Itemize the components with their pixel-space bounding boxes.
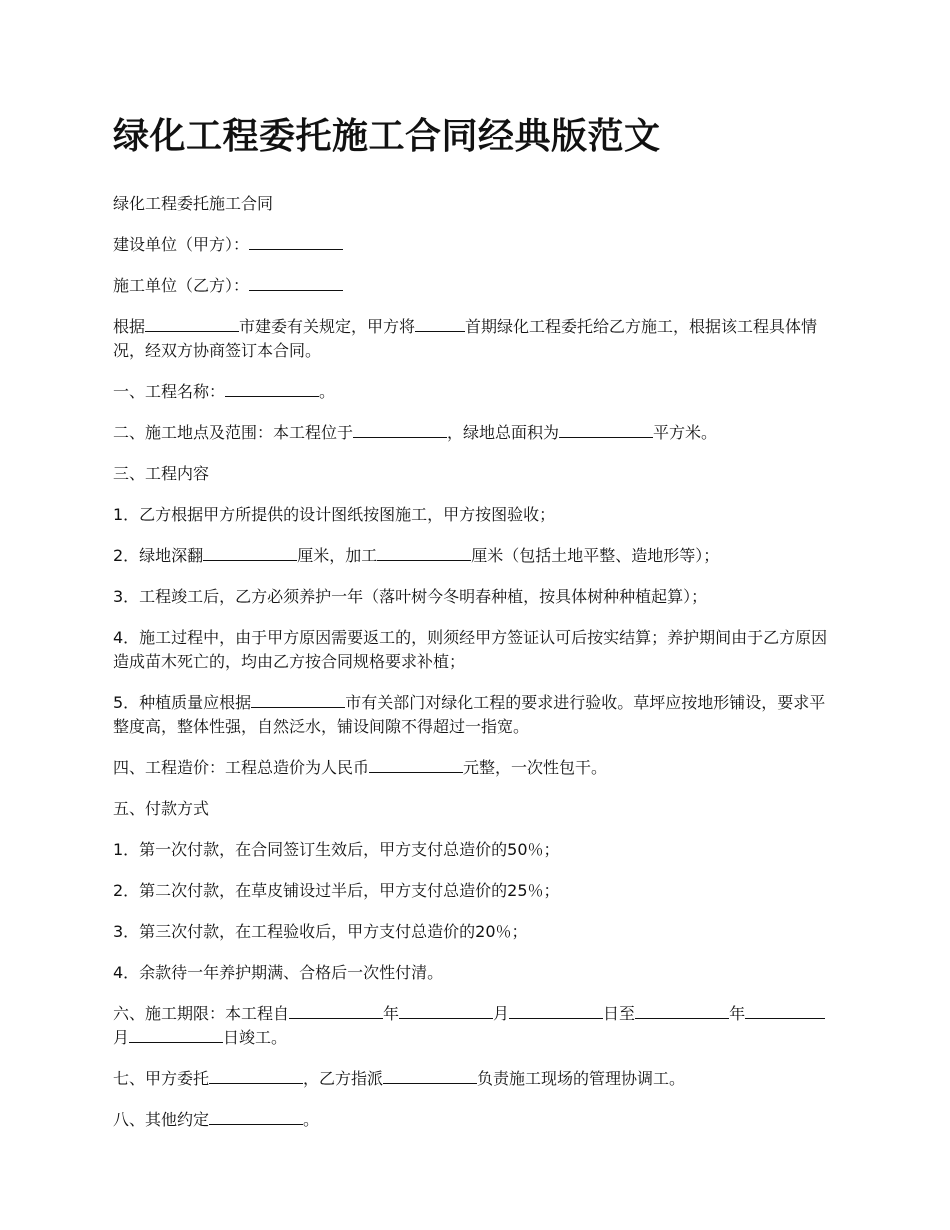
section-4-cost [113, 756, 837, 780]
section-2-text-1: 二、施工地点及范围：本工程位于 [113, 423, 354, 442]
section-6-text-4: 日至 [603, 1004, 636, 1023]
section-4-text-1: 四、工程造价：工程总造价为人民币 [113, 758, 370, 777]
payment-item-1: 1．第一次付款，在合同签订生效后，甲方支付总造价的50％； [113, 840, 560, 859]
section-1-project-name [113, 380, 837, 404]
end-day-blank [129, 1027, 223, 1043]
intro-text-2: 市建委有关规定，甲方将 [239, 317, 416, 336]
contract-subtitle: 绿化工程委托施工合同 [113, 194, 274, 213]
project-name-blank [225, 381, 319, 397]
section-6-text-3: 月 [493, 1004, 510, 1023]
section-1-label: 一、工程名称： [113, 382, 226, 401]
other-terms-blank [209, 1109, 303, 1125]
section-7-text-1: 七、甲方委托 [113, 1069, 210, 1088]
cost-blank [369, 757, 463, 773]
party-a-blank [249, 234, 343, 250]
section-3-heading: 三、工程内容 [113, 464, 210, 483]
section-8-other [113, 1108, 837, 1132]
payment-item-4: 4．余款待一年养护期满、合格后一次性付清。 [113, 963, 444, 982]
section-2-text-2: ，绿地总面积为 [447, 423, 560, 442]
party-b-blank [249, 275, 343, 291]
item-5-text-1: 5．种植质量应根据 [113, 693, 252, 712]
section-3-item-3: 3．工程竣工后，乙方必须养护一年（落叶树今冬明春种植，按具体树种种植起算）； [113, 587, 708, 606]
section-3-item-2 [113, 544, 837, 568]
intro-text-1: 根据 [113, 317, 146, 336]
start-year-blank [289, 1003, 383, 1019]
item-2-text-2: 厘米，加工 [297, 546, 378, 565]
item-2-text-1: 2．绿地深翻 [113, 546, 204, 565]
section-2-location [113, 421, 837, 445]
project-blank [415, 316, 465, 332]
processing-blank [377, 545, 471, 561]
section-3-item-4: 4．施工过程中，由于甲方原因需要返工的，则须经甲方签证认可后按实结算；养护期间由于乙方原因造成苗木死亡的，均由乙方按合同规格要求补植； [113, 628, 828, 671]
end-month-blank-a [745, 1003, 785, 1019]
standard-blank [251, 692, 345, 708]
section-7-management [113, 1067, 837, 1091]
start-month-blank [399, 1003, 493, 1019]
city-blank [145, 316, 239, 332]
area-blank [559, 422, 653, 438]
document-title: 绿化工程委托施工合同经典版范文 [113, 116, 661, 157]
location-blank [353, 422, 447, 438]
section-7-text-2: ，乙方指派 [303, 1069, 384, 1088]
depth-blank [203, 545, 297, 561]
payment-item-2: 2．第二次付款，在草皮铺设过半后，甲方支付总造价的25％； [113, 881, 560, 900]
start-day-blank [509, 1003, 603, 1019]
section-6-text-2: 年 [383, 1004, 400, 1023]
party-a-line [113, 233, 837, 257]
section-7-text-3: 负责施工现场的管理协调工。 [477, 1069, 686, 1088]
party-b-line [113, 274, 837, 298]
party-b-rep-blank [383, 1068, 477, 1084]
section-6-text-5: 年 [729, 1004, 746, 1023]
section-2-text-3: 平方米。 [653, 423, 718, 442]
item-5-text-2: 市有关部门对绿化工程的要求进行验收。草坪应按地形铺设，要求平整度高，整体性强，自然泛水，铺设间隙不得超过一指宽。 [113, 693, 826, 736]
party-b-label: 施工单位（乙方）： [113, 276, 250, 295]
intro-paragraph [113, 315, 837, 363]
section-8-end: 。 [303, 1110, 320, 1129]
section-6-schedule [113, 1002, 837, 1050]
party-a-label: 建设单位（甲方）： [113, 235, 250, 254]
party-a-rep-blank [209, 1068, 303, 1084]
section-6-text-7: 日竣工。 [223, 1028, 288, 1047]
payment-item-3: 3．第三次付款，在工程验收后，甲方支付总造价的20％； [113, 922, 528, 941]
section-3-item-5 [113, 691, 837, 739]
section-1-end: 。 [319, 382, 336, 401]
section-5-heading: 五、付款方式 [113, 799, 210, 818]
end-month-blank-b [785, 1003, 825, 1019]
section-4-text-2: 元整，一次性包干。 [463, 758, 608, 777]
item-2-text-3: 厘米（包括土地平整、造地形等）； [471, 546, 720, 565]
section-8-label: 八、其他约定 [113, 1110, 210, 1129]
end-year-blank [635, 1003, 729, 1019]
intro-text-3: 首期绿化工程委托给乙方施工，根据该工程具体情况，经双方协商签订本合同。 [113, 317, 818, 360]
section-3-item-1: 1．乙方根据甲方所提供的设计图纸按图施工，甲方按图验收； [113, 505, 556, 524]
section-6-text-6: 月 [113, 1028, 130, 1047]
section-6-text-1: 六、施工期限：本工程自 [113, 1004, 290, 1023]
